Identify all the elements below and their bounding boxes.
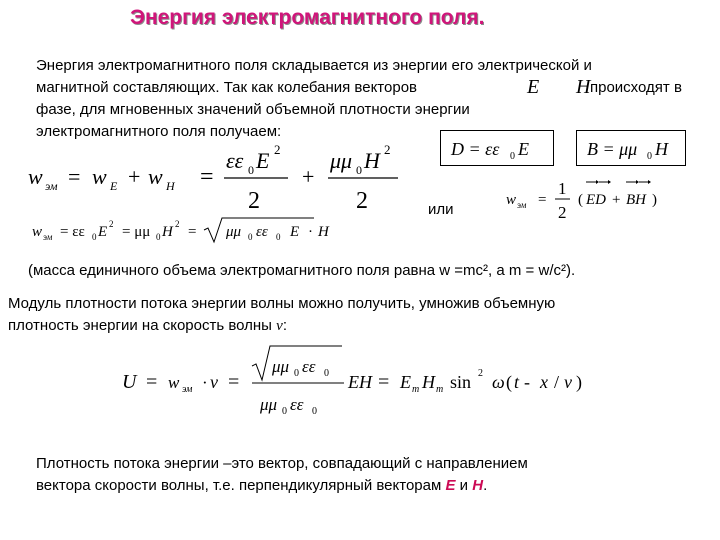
svg-text:0: 0 <box>356 163 362 177</box>
svg-text:=: = <box>538 192 547 208</box>
equation-box-D <box>440 130 554 166</box>
poynting-line-2-text: плотность энергии на скорость волны <box>8 317 272 334</box>
svg-text:μμ: μμ <box>272 357 290 376</box>
svg-text:E: E <box>110 179 118 193</box>
svg-text:0: 0 <box>510 151 515 162</box>
svg-text:B = μμ: B = μμ <box>587 139 638 159</box>
svg-text:E: E <box>98 224 108 240</box>
svg-text:μμ: μμ <box>330 148 353 173</box>
svg-text:1: 1 <box>558 179 567 198</box>
equation-energy-flux <box>110 338 610 428</box>
svg-text:-: - <box>524 372 530 392</box>
svg-text:H: H <box>422 372 435 392</box>
svg-text:эм: эм <box>517 200 527 210</box>
poynting-colon: : <box>282 317 287 334</box>
svg-text:H: H <box>364 148 380 173</box>
svg-text:t: t <box>514 372 520 392</box>
svg-text:+: + <box>612 192 621 208</box>
svg-text:=: = <box>68 164 81 189</box>
svg-text:E: E <box>290 224 300 240</box>
svg-text:2: 2 <box>274 142 281 157</box>
svg-text:эм: эм <box>45 179 58 193</box>
svg-text:=: = <box>188 224 197 240</box>
svg-text:2: 2 <box>558 203 567 222</box>
svg-text:): ) <box>652 192 657 208</box>
svg-text:0: 0 <box>324 368 329 379</box>
svg-text:H: H <box>655 139 668 159</box>
svg-text:E: E <box>400 372 411 392</box>
mass-note: (масса единичного объема электромагнитного поля равна w =mc², а m = w/c²). <box>28 262 576 279</box>
intro-line-3: фазе, для мгновенных значений объемной плотности энергии <box>36 101 470 118</box>
svg-text:U: U <box>122 371 137 393</box>
or-label: или <box>428 201 454 218</box>
svg-text:2: 2 <box>478 368 483 379</box>
svg-text:0: 0 <box>647 151 652 162</box>
svg-text:E: E <box>256 148 270 173</box>
svg-text:μμ: μμ <box>260 395 278 414</box>
svg-text:0: 0 <box>248 232 253 242</box>
equation-D-eps-E <box>441 131 553 165</box>
svg-text:BH: BH <box>626 192 646 208</box>
svg-text:EH: EH <box>348 372 372 392</box>
svg-text:=: = <box>228 371 240 393</box>
svg-text:w: w <box>168 373 180 392</box>
svg-text:H: H <box>318 224 329 240</box>
page-title: Энергия электромагнитного поля. <box>130 6 485 29</box>
svg-text:·: · <box>308 224 313 240</box>
svg-text:эм: эм <box>182 384 193 395</box>
svg-text:m: m <box>436 384 444 395</box>
svg-text:0: 0 <box>156 232 161 242</box>
svg-text:+: + <box>128 164 141 189</box>
svg-text:εε: εε <box>226 148 244 173</box>
svg-text:sin: sin <box>450 372 472 392</box>
intro-line-1: Энергия электромагнитного поля складывается из энергии его электрической и <box>36 57 592 74</box>
conclusion-and: и <box>459 477 469 494</box>
intro-line-4: электромагнитного поля получаем: <box>36 123 282 140</box>
equation-energy-ED-BH <box>500 168 700 232</box>
svg-text:x: x <box>540 372 548 392</box>
vector-H-symbol: H <box>576 76 591 98</box>
svg-text:0: 0 <box>312 406 317 417</box>
poynting-line-2 <box>8 316 287 336</box>
svg-text:w: w <box>28 164 43 189</box>
svg-text:(: ( <box>578 192 583 208</box>
equation-energy-alternatives <box>28 214 428 250</box>
svg-text:H: H <box>162 224 173 240</box>
svg-text:=: = <box>200 164 214 190</box>
svg-text:0: 0 <box>276 232 281 242</box>
svg-text:ED: ED <box>586 192 606 208</box>
svg-text:0: 0 <box>282 406 287 417</box>
svg-text:= εε: = εε <box>60 224 85 240</box>
svg-text:w: w <box>92 164 107 189</box>
intro-line-2-start: магнитной составляющих. Так как колебания векторов <box>36 79 417 96</box>
svg-text:0: 0 <box>92 232 97 242</box>
svg-text:2: 2 <box>248 188 260 214</box>
vector-H-highlight: H <box>472 477 484 494</box>
poynting-line-1: Модуль плотности потока энергии волны можно получить, умножив объемную <box>8 295 556 312</box>
svg-text:эм: эм <box>43 232 53 242</box>
conclusion-line-2 <box>36 476 487 496</box>
svg-text:=: = <box>378 371 390 393</box>
svg-text:2: 2 <box>109 219 114 229</box>
svg-text:0: 0 <box>248 163 254 177</box>
velocity-symbol: v <box>276 318 283 334</box>
svg-text:w: w <box>506 192 517 208</box>
svg-text:H: H <box>166 179 175 193</box>
equation-energy-density <box>20 140 440 216</box>
svg-text:0: 0 <box>294 368 299 379</box>
svg-text:·: · <box>202 373 208 392</box>
conclusion-line-2-text: вектора скорости волны, т.е. перпендикулярный векторам <box>36 477 442 494</box>
svg-text:v: v <box>210 372 218 392</box>
svg-text:v: v <box>564 372 572 392</box>
conclusion-period: . <box>483 477 488 494</box>
svg-text:/: / <box>554 372 560 392</box>
svg-text:(: ( <box>506 372 512 392</box>
svg-text:= μμ: = μμ <box>122 224 151 240</box>
conclusion-line-1: Плотность потока энергии –это вектор, совпадающий с направлением <box>36 455 528 472</box>
intro-line-2-end: происходят в <box>590 79 682 96</box>
equation-box-B <box>576 130 686 166</box>
svg-text:E: E <box>518 139 529 159</box>
vector-E-highlight: E <box>445 477 456 494</box>
equation-B-mu-H <box>577 131 685 165</box>
svg-text:μμ: μμ <box>226 224 242 240</box>
svg-text:=: = <box>146 371 158 393</box>
svg-text:εε: εε <box>290 395 304 414</box>
svg-text:+: + <box>302 164 315 189</box>
svg-text:ω: ω <box>492 372 505 392</box>
svg-text:2: 2 <box>356 188 368 214</box>
svg-text:2: 2 <box>384 142 391 157</box>
svg-text:εε: εε <box>256 224 268 240</box>
svg-text:m: m <box>412 384 420 395</box>
svg-text:D = εε: D = εε <box>451 139 500 159</box>
svg-text:): ) <box>576 372 582 392</box>
vector-E-symbol: E <box>527 76 540 98</box>
svg-text:2: 2 <box>175 219 180 229</box>
svg-text:w: w <box>148 164 163 189</box>
svg-text:εε: εε <box>302 357 316 376</box>
svg-text:w: w <box>32 224 43 240</box>
